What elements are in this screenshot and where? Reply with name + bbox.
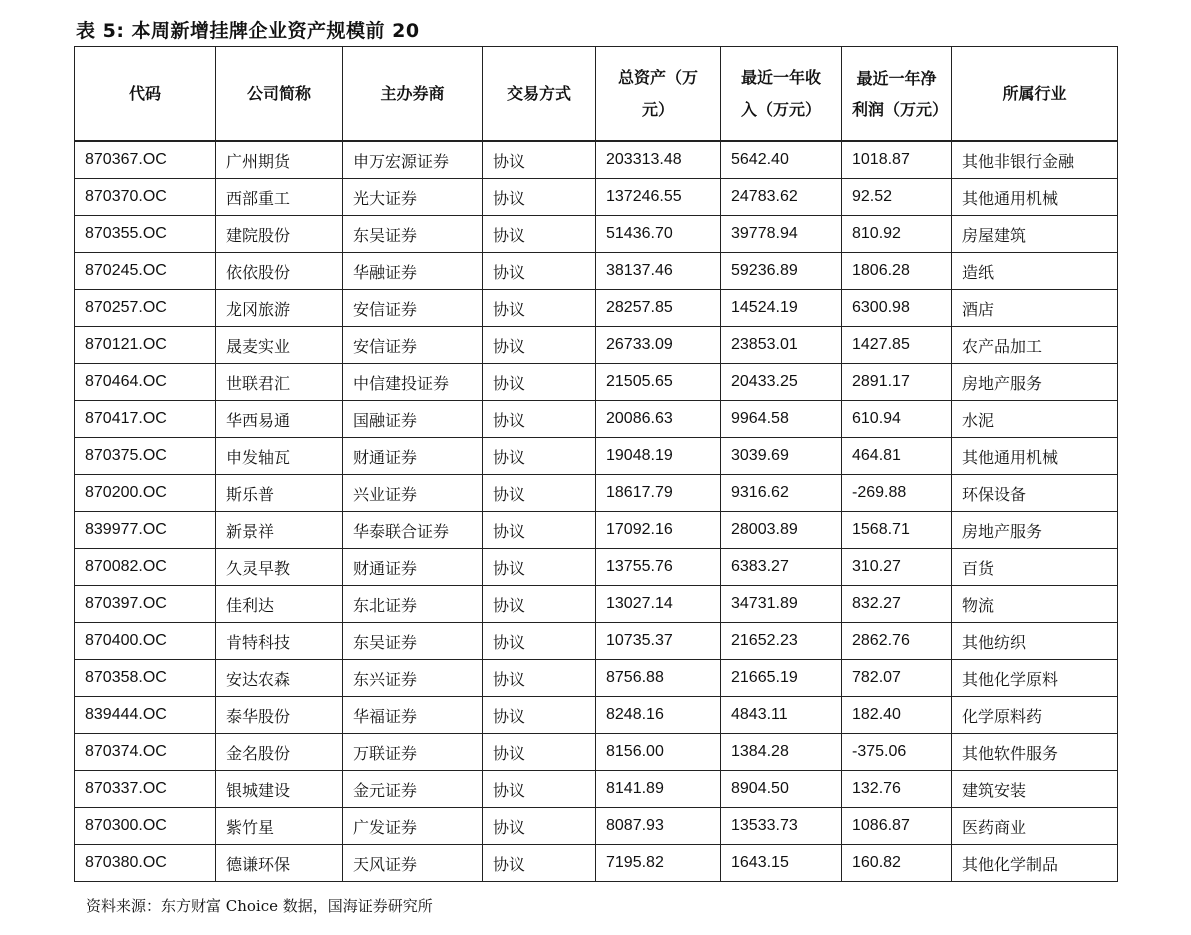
cell-revenue: 6383.27 bbox=[721, 549, 842, 586]
cell-code: 870200.OC bbox=[75, 475, 216, 512]
cell-assets: 28257.85 bbox=[596, 290, 721, 327]
cell-broker: 财通证券 bbox=[343, 438, 483, 475]
cell-company: 龙冈旅游 bbox=[216, 290, 343, 327]
cell-company: 申发轴瓦 bbox=[216, 438, 343, 475]
cell-trade: 协议 bbox=[483, 771, 596, 808]
cell-profit: 1568.71 bbox=[842, 512, 952, 549]
cell-profit: 310.27 bbox=[842, 549, 952, 586]
table-row bbox=[75, 216, 1118, 253]
cell-industry: 房地产服务 bbox=[952, 512, 1118, 549]
cell-profit: 832.27 bbox=[842, 586, 952, 623]
cell-revenue: 8904.50 bbox=[721, 771, 842, 808]
cell-industry: 其他纺织 bbox=[952, 623, 1118, 660]
cell-revenue: 24783.62 bbox=[721, 179, 842, 216]
cell-code: 870367.OC bbox=[75, 141, 216, 179]
cell-trade: 协议 bbox=[483, 475, 596, 512]
cell-assets: 19048.19 bbox=[596, 438, 721, 475]
cell-industry: 酒店 bbox=[952, 290, 1118, 327]
header-trade: 交易方式 bbox=[483, 47, 596, 142]
cell-industry: 建筑安装 bbox=[952, 771, 1118, 808]
cell-code: 870337.OC bbox=[75, 771, 216, 808]
cell-profit: -269.88 bbox=[842, 475, 952, 512]
header-industry: 所属行业 bbox=[952, 47, 1118, 142]
cell-company: 德谦环保 bbox=[216, 845, 343, 882]
cell-industry: 其他通用机械 bbox=[952, 179, 1118, 216]
cell-revenue: 9964.58 bbox=[721, 401, 842, 438]
cell-trade: 协议 bbox=[483, 586, 596, 623]
cell-industry: 农产品加工 bbox=[952, 327, 1118, 364]
cell-broker: 东北证券 bbox=[343, 586, 483, 623]
cell-code: 839444.OC bbox=[75, 697, 216, 734]
cell-profit: 132.76 bbox=[842, 771, 952, 808]
table-row bbox=[75, 771, 1118, 808]
cell-revenue: 14524.19 bbox=[721, 290, 842, 327]
table-row bbox=[75, 697, 1118, 734]
table-row bbox=[75, 475, 1118, 512]
header-assets: 总资产（万元） bbox=[596, 47, 721, 142]
cell-industry: 其他软件服务 bbox=[952, 734, 1118, 771]
cell-trade: 协议 bbox=[483, 808, 596, 845]
cell-assets: 203313.48 bbox=[596, 141, 721, 179]
cell-assets: 8756.88 bbox=[596, 660, 721, 697]
cell-company: 世联君汇 bbox=[216, 364, 343, 401]
cell-revenue: 9316.62 bbox=[721, 475, 842, 512]
cell-revenue: 4843.11 bbox=[721, 697, 842, 734]
cell-industry: 水泥 bbox=[952, 401, 1118, 438]
cell-company: 新景祥 bbox=[216, 512, 343, 549]
cell-revenue: 3039.69 bbox=[721, 438, 842, 475]
cell-revenue: 28003.89 bbox=[721, 512, 842, 549]
cell-profit: 1806.28 bbox=[842, 253, 952, 290]
cell-trade: 协议 bbox=[483, 253, 596, 290]
cell-code: 870121.OC bbox=[75, 327, 216, 364]
cell-trade: 协议 bbox=[483, 845, 596, 882]
table-row bbox=[75, 623, 1118, 660]
cell-trade: 协议 bbox=[483, 401, 596, 438]
table-row bbox=[75, 734, 1118, 771]
cell-profit: 464.81 bbox=[842, 438, 952, 475]
header-revenue: 最近一年收入（万元） bbox=[721, 47, 842, 142]
cell-industry: 其他化学制品 bbox=[952, 845, 1118, 882]
header-broker: 主办券商 bbox=[343, 47, 483, 142]
table-row bbox=[75, 253, 1118, 290]
cell-profit: 160.82 bbox=[842, 845, 952, 882]
cell-assets: 137246.55 bbox=[596, 179, 721, 216]
cell-code: 870257.OC bbox=[75, 290, 216, 327]
cell-company: 肯特科技 bbox=[216, 623, 343, 660]
table-row bbox=[75, 179, 1118, 216]
cell-company: 佳利达 bbox=[216, 586, 343, 623]
cell-broker: 东兴证券 bbox=[343, 660, 483, 697]
cell-company: 安达农森 bbox=[216, 660, 343, 697]
cell-code: 870400.OC bbox=[75, 623, 216, 660]
cell-company: 泰华股份 bbox=[216, 697, 343, 734]
cell-assets: 51436.70 bbox=[596, 216, 721, 253]
cell-profit: 810.92 bbox=[842, 216, 952, 253]
table-row bbox=[75, 364, 1118, 401]
cell-company: 久灵早教 bbox=[216, 549, 343, 586]
cell-broker: 金元证券 bbox=[343, 771, 483, 808]
cell-broker: 华融证券 bbox=[343, 253, 483, 290]
table-body bbox=[75, 141, 1118, 882]
cell-code: 870245.OC bbox=[75, 253, 216, 290]
table-row bbox=[75, 845, 1118, 882]
cell-trade: 协议 bbox=[483, 512, 596, 549]
table-title: 表 5: 本周新增挂牌企业资产规模前 20 bbox=[76, 20, 420, 42]
table-row bbox=[75, 549, 1118, 586]
cell-trade: 协议 bbox=[483, 697, 596, 734]
source-note: 资料来源：东方财富 Choice 数据，国海证券研究所 bbox=[86, 897, 433, 915]
header-company: 公司简称 bbox=[216, 47, 343, 142]
cell-industry: 其他非银行金融 bbox=[952, 141, 1118, 179]
cell-code: 870417.OC bbox=[75, 401, 216, 438]
cell-company: 广州期货 bbox=[216, 141, 343, 179]
cell-broker: 兴业证券 bbox=[343, 475, 483, 512]
header-code: 代码 bbox=[75, 47, 216, 142]
cell-trade: 协议 bbox=[483, 290, 596, 327]
cell-assets: 26733.09 bbox=[596, 327, 721, 364]
table-row bbox=[75, 660, 1118, 697]
cell-broker: 东吴证券 bbox=[343, 623, 483, 660]
cell-profit: 610.94 bbox=[842, 401, 952, 438]
cell-broker: 东吴证券 bbox=[343, 216, 483, 253]
cell-profit: 782.07 bbox=[842, 660, 952, 697]
cell-assets: 20086.63 bbox=[596, 401, 721, 438]
cell-assets: 8248.16 bbox=[596, 697, 721, 734]
table-row bbox=[75, 512, 1118, 549]
cell-industry: 医药商业 bbox=[952, 808, 1118, 845]
cell-code: 870355.OC bbox=[75, 216, 216, 253]
cell-trade: 协议 bbox=[483, 549, 596, 586]
cell-revenue: 39778.94 bbox=[721, 216, 842, 253]
cell-trade: 协议 bbox=[483, 327, 596, 364]
cell-trade: 协议 bbox=[483, 216, 596, 253]
cell-company: 晟麦实业 bbox=[216, 327, 343, 364]
cell-company: 斯乐普 bbox=[216, 475, 343, 512]
table-row bbox=[75, 401, 1118, 438]
cell-broker: 国融证券 bbox=[343, 401, 483, 438]
cell-trade: 协议 bbox=[483, 141, 596, 179]
cell-profit: 1086.87 bbox=[842, 808, 952, 845]
cell-assets: 10735.37 bbox=[596, 623, 721, 660]
cell-assets: 7195.82 bbox=[596, 845, 721, 882]
cell-profit: -375.06 bbox=[842, 734, 952, 771]
cell-industry: 房地产服务 bbox=[952, 364, 1118, 401]
cell-broker: 申万宏源证券 bbox=[343, 141, 483, 179]
cell-assets: 8087.93 bbox=[596, 808, 721, 845]
cell-broker: 安信证券 bbox=[343, 290, 483, 327]
cell-code: 870375.OC bbox=[75, 438, 216, 475]
cell-code: 870082.OC bbox=[75, 549, 216, 586]
cell-broker: 安信证券 bbox=[343, 327, 483, 364]
cell-broker: 华福证券 bbox=[343, 697, 483, 734]
cell-profit: 6300.98 bbox=[842, 290, 952, 327]
cell-revenue: 20433.25 bbox=[721, 364, 842, 401]
cell-broker: 华泰联合证券 bbox=[343, 512, 483, 549]
cell-assets: 38137.46 bbox=[596, 253, 721, 290]
cell-company: 紫竹星 bbox=[216, 808, 343, 845]
table-row bbox=[75, 141, 1118, 179]
cell-industry: 环保设备 bbox=[952, 475, 1118, 512]
table-row bbox=[75, 808, 1118, 845]
cell-trade: 协议 bbox=[483, 179, 596, 216]
cell-company: 西部重工 bbox=[216, 179, 343, 216]
cell-profit: 2891.17 bbox=[842, 364, 952, 401]
cell-assets: 21505.65 bbox=[596, 364, 721, 401]
table-row bbox=[75, 438, 1118, 475]
cell-assets: 17092.16 bbox=[596, 512, 721, 549]
cell-profit: 1427.85 bbox=[842, 327, 952, 364]
cell-trade: 协议 bbox=[483, 660, 596, 697]
cell-broker: 财通证券 bbox=[343, 549, 483, 586]
cell-revenue: 13533.73 bbox=[721, 808, 842, 845]
cell-revenue: 59236.89 bbox=[721, 253, 842, 290]
cell-broker: 广发证券 bbox=[343, 808, 483, 845]
cell-industry: 百货 bbox=[952, 549, 1118, 586]
table-row bbox=[75, 586, 1118, 623]
cell-profit: 1018.87 bbox=[842, 141, 952, 179]
asset-ranking-table bbox=[74, 46, 1118, 882]
cell-assets: 8141.89 bbox=[596, 771, 721, 808]
cell-broker: 万联证券 bbox=[343, 734, 483, 771]
cell-assets: 8156.00 bbox=[596, 734, 721, 771]
cell-broker: 中信建投证券 bbox=[343, 364, 483, 401]
cell-broker: 天风证券 bbox=[343, 845, 483, 882]
cell-code: 870358.OC bbox=[75, 660, 216, 697]
cell-code: 870464.OC bbox=[75, 364, 216, 401]
cell-assets: 18617.79 bbox=[596, 475, 721, 512]
cell-profit: 2862.76 bbox=[842, 623, 952, 660]
cell-code: 870374.OC bbox=[75, 734, 216, 771]
cell-trade: 协议 bbox=[483, 734, 596, 771]
cell-code: 839977.OC bbox=[75, 512, 216, 549]
cell-industry: 其他通用机械 bbox=[952, 438, 1118, 475]
cell-industry: 物流 bbox=[952, 586, 1118, 623]
cell-code: 870370.OC bbox=[75, 179, 216, 216]
table-row bbox=[75, 290, 1118, 327]
cell-industry: 化学原料药 bbox=[952, 697, 1118, 734]
cell-company: 建院股份 bbox=[216, 216, 343, 253]
cell-trade: 协议 bbox=[483, 623, 596, 660]
cell-code: 870380.OC bbox=[75, 845, 216, 882]
table-row bbox=[75, 327, 1118, 364]
cell-code: 870300.OC bbox=[75, 808, 216, 845]
cell-company: 华西易通 bbox=[216, 401, 343, 438]
cell-company: 依依股份 bbox=[216, 253, 343, 290]
cell-company: 金名股份 bbox=[216, 734, 343, 771]
cell-code: 870397.OC bbox=[75, 586, 216, 623]
cell-trade: 协议 bbox=[483, 364, 596, 401]
cell-company: 银城建设 bbox=[216, 771, 343, 808]
cell-revenue: 5642.40 bbox=[721, 141, 842, 179]
cell-assets: 13027.14 bbox=[596, 586, 721, 623]
cell-revenue: 34731.89 bbox=[721, 586, 842, 623]
cell-revenue: 1384.28 bbox=[721, 734, 842, 771]
cell-industry: 其他化学原料 bbox=[952, 660, 1118, 697]
cell-revenue: 21652.23 bbox=[721, 623, 842, 660]
cell-industry: 房屋建筑 bbox=[952, 216, 1118, 253]
cell-profit: 182.40 bbox=[842, 697, 952, 734]
cell-trade: 协议 bbox=[483, 438, 596, 475]
header-row bbox=[75, 47, 1118, 142]
cell-broker: 光大证券 bbox=[343, 179, 483, 216]
header-profit: 最近一年净利润（万元） bbox=[842, 47, 952, 142]
cell-assets: 13755.76 bbox=[596, 549, 721, 586]
cell-revenue: 21665.19 bbox=[721, 660, 842, 697]
cell-industry: 造纸 bbox=[952, 253, 1118, 290]
cell-profit: 92.52 bbox=[842, 179, 952, 216]
cell-revenue: 23853.01 bbox=[721, 327, 842, 364]
cell-revenue: 1643.15 bbox=[721, 845, 842, 882]
